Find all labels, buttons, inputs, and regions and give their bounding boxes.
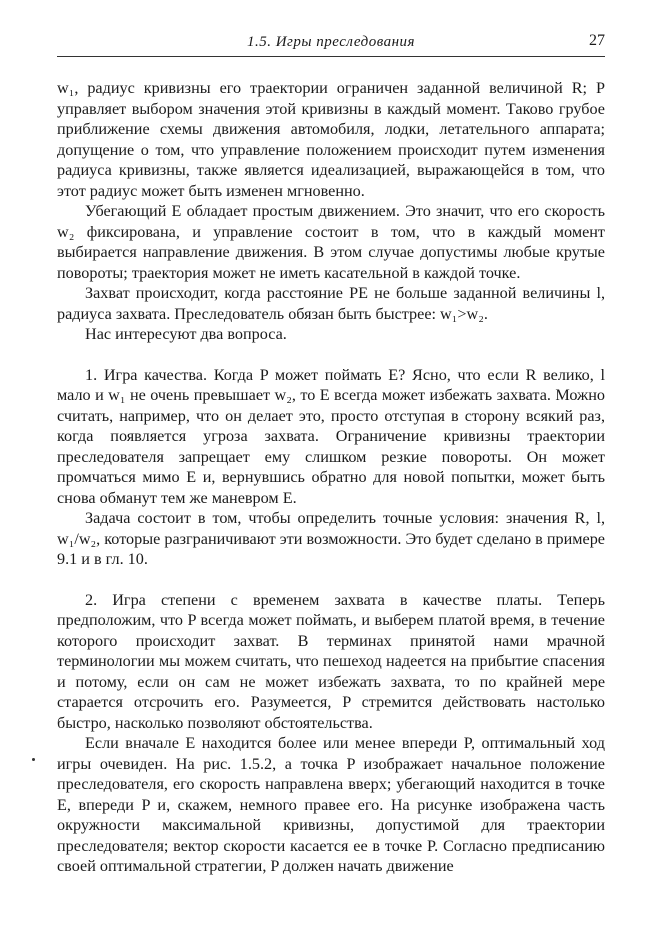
paragraph-8: Если вначале E находится более или менее впереди P, оптимальный ход игры очевиден. На рис. 1.5.2, а точка P изображает начальное положение преследователя, его скорость направлена вверх; убегающий находится в точке E, впереди P и, скажем, немного правее его. На рисунке изображена часть окружности максимальной кривизны, допустимой для траектории преследователя; вектор скорости касается ее в точке P. Согласно предписанию своей оптимальной стратегии, P должен начать движение [57, 734, 605, 875]
paragraph-6: Задача состоит в том, чтобы определить точные условия: значения R, l, w₁/w₂, которые разграничивают эти возможности. Это будет сделано в примере 9.1 и в гл. 10. [57, 509, 605, 568]
paragraph-4: Нас интересуют два вопроса. [85, 325, 287, 343]
running-head: 1.5. Игры преследования [246, 34, 416, 50]
page-number: 27 [589, 32, 605, 49]
paragraph-game-of-degree: 2. Игра степени с временем захвата в качестве платы. Теперь предположим, что P всегда может поймать, и выберем платой время, в течение которого происходит захват. В терминах принятой нами мрачной терминологии мы можем считать, что пешеход надеется на прибытие спасения и потому, если он сам не может избежать захвата, то по крайней мере старается отсрочить его. Разумеется, P стремится действовать настолько быстро, насколько позволяют обстоятельства. [57, 590, 605, 732]
paragraph-1: w₁, радиус кривизны его траектории ограничен заданной величиной R; P управляет выбором значения этой кривизны в каждый момент. Таково грубое приближение схемы движения автомобиля, лодки, летательного аппарата; допущение о том, что управление положением происходит путем изменения радиуса кривизны, также является идеализацией, выражающейся в том, что этот радиус может быть изменен мгновенно. [57, 79, 605, 200]
paragraph-3: Захват происходит, когда расстояние PE не больше заданной величины l, радиуса захвата. Преследователь обязан быть быстрее: w₁>w₂. [57, 284, 605, 323]
margin-dot [32, 758, 35, 761]
body-text [57, 78, 605, 877]
page-header [57, 30, 605, 57]
paragraph-game-of-kind: 1. Игра качества. Когда P может поймать E? Ясно, что если R велико, l мало и w₁ не очень превышает w₂, то E всегда может избежать захвата. Можно считать, например, что он делает это, просто отступая в сторону всякий раз, когда появляется угроза захвата. Ограничение кривизны траектории преследователя запрещает ему слишком резкие повороты. Он может промчаться мимо E и, вернувшись обратно для новой попытки, может быть снова обманут тем же маневром E. [57, 365, 605, 507]
paragraph-2: Убегающий E обладает простым движением. Это значит, что его скорость w₂ фиксирована, и управление состоит в том, что в каждый момент выбирается направление движения. В этом случае допустимы любые крутые повороты; траектория может не иметь касательной в каждой точке. [57, 202, 605, 282]
